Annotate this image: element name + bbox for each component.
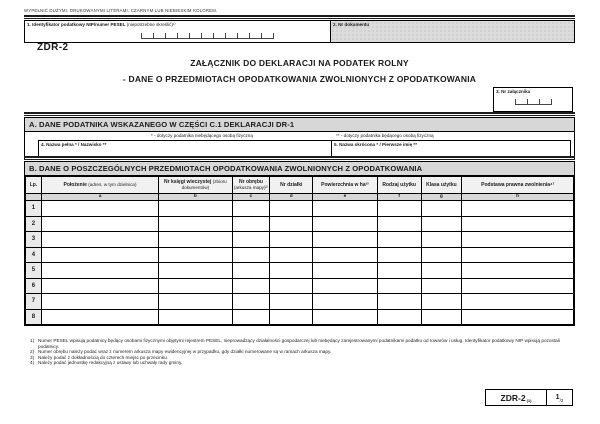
footer-form-code: ZDR-2 (1) [486,390,547,405]
section-a-header: A. DANE PODATNIKA WSKAZANEGO W CZĘŚCI C.1 DEKLARACJI DR-1 [25,118,574,132]
full-name-field[interactable] [39,141,332,156]
footnote-2: 2) Numer obrębu należy podać wraz z numerem arkusza mapy ewidencyjnej w przypadku, gdy działki numerowane są w ramach arkusza mapy. [30,349,332,355]
table-cell[interactable] [313,201,378,217]
table-cell[interactable] [313,278,378,294]
table-row [26,309,574,325]
col-header-ksiega: Nr księgi wieczystej (zbioru dokumentów) [159,177,232,194]
col-header-powierzchnia: Powierzchnia w ha³⁾ [313,177,378,194]
table-cell[interactable] [462,278,574,294]
footer-form-version: (1) [526,398,532,403]
table-cell[interactable] [270,216,313,232]
table-row [26,278,574,294]
col-header-lp: Lp. [26,177,42,194]
row-number-cell: 1 [26,201,42,217]
letter-cell: a [41,194,158,201]
row-number-cell: 6 [26,278,42,294]
table-cell[interactable] [270,294,313,310]
table-cell[interactable] [313,247,378,263]
table-cell[interactable] [270,278,313,294]
table-cell[interactable] [377,201,421,217]
table-cell[interactable] [159,294,232,310]
footnote-4: 4) Należy podać jednostkę redakcyjną z ustawy lub uchwały rady gminy. [30,360,183,366]
identification-row [24,20,575,43]
table-cell[interactable] [159,201,232,217]
section-b-rule [24,156,575,160]
table-cell[interactable] [313,294,378,310]
table-cell[interactable] [421,309,462,325]
section-b [24,161,575,326]
table-cell[interactable] [377,278,421,294]
table-cell[interactable] [313,309,378,325]
table-cell[interactable] [41,247,158,263]
letter-cell: d [270,194,313,201]
table-cell[interactable] [270,247,313,263]
document-number-label: 2. Nr dokumentu [333,22,370,27]
row-number-cell: 5 [26,263,42,279]
table-header-row [26,177,574,194]
table-cell[interactable] [421,216,462,232]
short-name-field[interactable] [332,141,570,156]
row-number-cell: 2 [26,216,42,232]
footnote-1: 1) Numer PESEL wpisują podatnicy będący osobami fizycznymi objętymi rejestrem PESEL, nieprowadzący działalności gospodarczej lub niebędący zarejestrowanymi podatnikami podatku od towarów i usług. Identyfikator podatkowy NIP wpisują pozostali podatnicy. [30,338,560,349]
table-cell[interactable] [421,247,462,263]
table-cell[interactable] [270,263,313,279]
table-cell[interactable] [41,263,158,279]
table-cell[interactable] [462,247,574,263]
table-cell[interactable] [270,232,313,248]
table-cell[interactable] [232,216,270,232]
table-cell[interactable] [159,232,232,248]
table-cell[interactable] [377,309,421,325]
footnote-3: 3) Należy podać z dokładnością do czterech miejsc po przecinku. [30,354,169,360]
table-cell[interactable] [421,278,462,294]
table-cell[interactable] [232,247,270,263]
note-legal-person: * - dotyczy podatnika niebędącego osobą fizyczną [151,133,253,138]
table-cell[interactable] [159,263,232,279]
letter-cell: c [232,194,270,201]
attachment-number-label: 3. Nr załącznika [496,89,531,94]
table-cell[interactable] [159,216,232,232]
letter-cell: h [462,194,574,201]
table-cell[interactable] [462,201,574,217]
table-cell[interactable] [41,201,158,217]
form-title: ZAŁĄCZNIK DO DEKLARACJI NA PODATEK ROLNY [190,58,409,68]
table-row [26,201,574,217]
table-row [26,263,574,279]
table-cell[interactable] [270,201,313,217]
section-a-notes [25,132,574,140]
table-cell[interactable] [159,247,232,263]
table-cell[interactable] [462,232,574,248]
table-row [26,247,574,263]
section-b-header: B. DANE O POSZCZEGÓLNYCH PRZEDMIOTACH OPODATKOWANIA ZWOLNIONYCH Z OPODATKOWANIA [25,162,574,176]
section-a-rule [24,112,575,116]
form-subtitle: - DANE O PRZEDMIOTACH OPODATKOWANIA ZWOLNIONYCH Z OPODATKOWANIA [122,74,477,84]
footer-page-number: 1 /2 [555,394,564,403]
attachment-number-comb-input[interactable] [515,99,552,105]
table-cell[interactable] [41,278,158,294]
table-cell[interactable] [232,278,270,294]
table-cell[interactable] [377,216,421,232]
document-number-field [331,21,574,42]
letter-cell: b [159,194,232,201]
row-number-cell: 4 [26,247,42,263]
table-row [26,232,574,248]
col-header-rodzaj: Rodzaj użytku [377,177,421,194]
table-cell[interactable] [159,309,232,325]
attachment-number-field[interactable] [493,87,573,112]
table-cell[interactable] [377,247,421,263]
table-cell[interactable] [313,263,378,279]
letter-cell: f [377,194,421,201]
form-footer-box [485,389,573,406]
section-a [24,117,575,160]
table-cell[interactable] [232,309,270,325]
note-natural-person: ** - dotyczy podatnika będącego osobą fizyczną [336,133,434,138]
table-cell[interactable] [41,294,158,310]
footnotes [24,338,575,366]
nip-pesel-field[interactable] [25,21,331,42]
col-header-klasa: Klasa użytku [421,177,462,194]
table-cell[interactable] [41,309,158,325]
table-cell[interactable] [421,232,462,248]
table-cell[interactable] [159,278,232,294]
short-name-label: 5. Nazwa skrócona * / Pierwsze imię ** [334,142,417,147]
row-number-cell: 3 [26,232,42,248]
letter-cell: g [421,194,462,201]
col-header-obreb: Nr obrębu (arkusza mapy)²⁾ [232,177,270,194]
table-cell[interactable] [377,263,421,279]
table-cell[interactable] [232,294,270,310]
table-cell[interactable] [377,294,421,310]
nip-pesel-label: 1. Identyfikator podatkowy NIP/numer PESEL (niepotrzebne skreślić)¹⁾ [27,22,176,27]
table-cell[interactable] [232,232,270,248]
table-row [26,294,574,310]
col-header-podstawa: Podstawa prawna zwolnienia⁴⁾ [462,177,574,194]
exempt-objects-table [25,176,574,325]
table-cell[interactable] [462,309,574,325]
table-cell[interactable] [421,201,462,217]
table-cell[interactable] [232,201,270,217]
form-code: ZDR-2 [37,42,69,53]
fill-instruction: WYPEŁNIĆ DUŻYMI, DRUKOWANYMI LITERAMI, CZARNYM LUB NIEBIESKIM KOLOREM. [24,8,218,13]
table-cell[interactable] [462,216,574,232]
table-cell[interactable] [41,216,158,232]
row-number-cell: 8 [26,309,42,325]
letter-cell [26,194,42,201]
table-cell[interactable] [313,232,378,248]
table-cell[interactable] [232,263,270,279]
full-name-label: 4. Nazwa pełna * / Nazwisko ** [41,142,107,147]
table-cell[interactable] [41,232,158,248]
table-cell[interactable] [462,294,574,310]
table-cell[interactable] [377,232,421,248]
column-letter-row [26,194,574,201]
table-row [26,216,574,232]
letter-cell: e [313,194,378,201]
table-cell[interactable] [270,309,313,325]
top-rule [24,15,575,19]
col-header-polozenie: Położenie (adres, w tym dzielnica) [41,177,158,194]
table-cell[interactable] [421,294,462,310]
nip-pesel-comb-input[interactable] [141,33,274,39]
col-header-dzialka: Nr działki [270,177,313,194]
table-cell[interactable] [462,263,574,279]
row-number-cell: 7 [26,294,42,310]
table-cell[interactable] [421,263,462,279]
table-cell[interactable] [313,216,378,232]
section-a-fields [38,140,571,157]
